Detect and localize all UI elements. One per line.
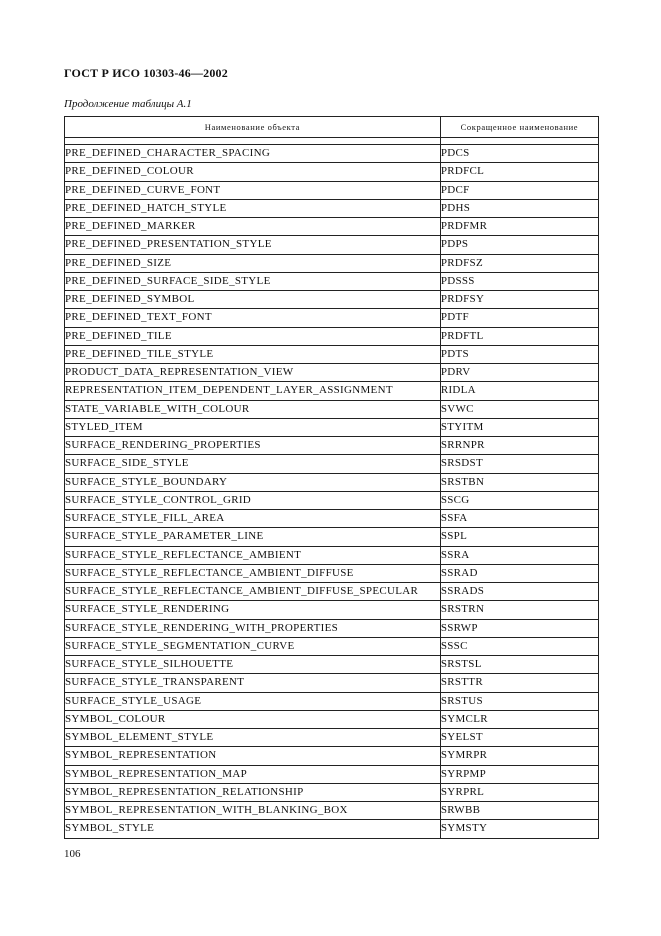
short-name-cell: SYELST (440, 729, 598, 747)
table-row (65, 145, 599, 163)
short-name-cell: PDPS (440, 236, 598, 254)
table-row (65, 327, 599, 345)
table-row (65, 802, 599, 820)
object-name-cell: PRE_DEFINED_HATCH_STYLE (65, 199, 441, 217)
table-row (65, 181, 599, 199)
short-name-cell: SSSC (440, 637, 598, 655)
object-name-cell: SYMBOL_ELEMENT_STYLE (65, 729, 441, 747)
short-name-cell: PDHS (440, 199, 598, 217)
object-name-cell: PRE_DEFINED_TILE_STYLE (65, 345, 441, 363)
table-row (65, 528, 599, 546)
short-name-cell: SRSTBN (440, 473, 598, 491)
object-name-cell: PRODUCT_DATA_REPRESENTATION_VIEW (65, 364, 441, 382)
object-name-cell: PRE_DEFINED_SURFACE_SIDE_STYLE (65, 272, 441, 290)
object-name-cell: SYMBOL_REPRESENTATION (65, 747, 441, 765)
table-row (65, 729, 599, 747)
object-name-cell: SURFACE_STYLE_BOUNDARY (65, 473, 441, 491)
short-name-cell: SSPL (440, 528, 598, 546)
short-name-cell: PRDFSZ (440, 254, 598, 272)
object-name-cell: PRE_DEFINED_TEXT_FONT (65, 309, 441, 327)
short-name-cell: SRWBB (440, 802, 598, 820)
object-name-cell: PRE_DEFINED_SYMBOL (65, 291, 441, 309)
table-row (65, 199, 599, 217)
table-row (65, 364, 599, 382)
object-name-cell: SYMBOL_REPRESENTATION_MAP (65, 765, 441, 783)
object-name-cell: PRE_DEFINED_PRESENTATION_STYLE (65, 236, 441, 254)
table-row (65, 820, 599, 838)
table-row (65, 783, 599, 801)
short-name-cell: SYRPRL (440, 783, 598, 801)
short-name-cell: SRSTUS (440, 692, 598, 710)
table-row (65, 400, 599, 418)
object-name-cell: SURFACE_STYLE_PARAMETER_LINE (65, 528, 441, 546)
table-spacer-row (65, 138, 599, 145)
short-name-cell: SRRNPR (440, 437, 598, 455)
table-row (65, 637, 599, 655)
object-name-cell: STYLED_ITEM (65, 418, 441, 436)
table-row (65, 765, 599, 783)
short-name-cell: SSRADS (440, 583, 598, 601)
table-row (65, 455, 599, 473)
table-row (65, 473, 599, 491)
short-name-cell: PDSSS (440, 272, 598, 290)
object-name-cell: PRE_DEFINED_COLOUR (65, 163, 441, 181)
object-name-cell: PRE_DEFINED_CURVE_FONT (65, 181, 441, 199)
abbreviation-table (64, 116, 599, 839)
table-row (65, 656, 599, 674)
object-name-cell: SYMBOL_REPRESENTATION_RELATIONSHIP (65, 783, 441, 801)
short-name-cell: PDCS (440, 145, 598, 163)
table-row (65, 619, 599, 637)
short-name-cell: SSCG (440, 491, 598, 509)
object-name-cell: SURFACE_STYLE_REFLECTANCE_AMBIENT_DIFFUSE (65, 564, 441, 582)
table-row (65, 491, 599, 509)
table-row (65, 309, 599, 327)
object-name-cell: SURFACE_STYLE_CONTROL_GRID (65, 491, 441, 509)
table-row (65, 710, 599, 728)
table-row (65, 583, 599, 601)
object-name-cell: SYMBOL_STYLE (65, 820, 441, 838)
table-body (65, 138, 599, 839)
table-row (65, 272, 599, 290)
object-name-cell: SURFACE_STYLE_SILHOUETTE (65, 656, 441, 674)
short-name-cell: SRSTSL (440, 656, 598, 674)
table-row (65, 601, 599, 619)
table-row (65, 163, 599, 181)
table-row (65, 437, 599, 455)
short-name-cell: SYMCLR (440, 710, 598, 728)
object-name-cell: REPRESENTATION_ITEM_DEPENDENT_LAYER_ASSIGNMENT (65, 382, 441, 400)
object-name-cell: PRE_DEFINED_CHARACTER_SPACING (65, 145, 441, 163)
column-header-object-name: Наименование объекта (65, 117, 441, 138)
short-name-cell: SSRWP (440, 619, 598, 637)
table-row (65, 218, 599, 236)
table-row (65, 510, 599, 528)
short-name-cell: SSRA (440, 546, 598, 564)
object-name-cell: SYMBOL_REPRESENTATION_WITH_BLANKING_BOX (65, 802, 441, 820)
object-name-cell: SURFACE_STYLE_RENDERING (65, 601, 441, 619)
short-name-cell: PRDFTL (440, 327, 598, 345)
table-caption: Продолжение таблицы А.1 (64, 98, 192, 110)
short-name-cell: PDCF (440, 181, 598, 199)
short-name-cell: STYITM (440, 418, 598, 436)
table-row (65, 291, 599, 309)
object-name-cell: SURFACE_STYLE_FILL_AREA (65, 510, 441, 528)
short-name-cell: SYMRPR (440, 747, 598, 765)
short-name-cell: PRDFCL (440, 163, 598, 181)
page-number: 106 (64, 848, 81, 860)
object-name-cell: SURFACE_STYLE_REFLECTANCE_AMBIENT (65, 546, 441, 564)
short-name-cell: SYMSTY (440, 820, 598, 838)
object-name-cell: SURFACE_STYLE_REFLECTANCE_AMBIENT_DIFFUSE_SPECULAR (65, 583, 441, 601)
short-name-cell: SYRPMP (440, 765, 598, 783)
short-name-cell: SRSDST (440, 455, 598, 473)
short-name-cell: SRSTTR (440, 674, 598, 692)
object-name-cell: SYMBOL_COLOUR (65, 710, 441, 728)
table-header-row (65, 117, 599, 138)
table-row (65, 564, 599, 582)
table-row (65, 254, 599, 272)
table-row (65, 546, 599, 564)
object-name-cell: PRE_DEFINED_TILE (65, 327, 441, 345)
table-row (65, 674, 599, 692)
short-name-cell: PRDFSY (440, 291, 598, 309)
object-name-cell: PRE_DEFINED_SIZE (65, 254, 441, 272)
short-name-cell: SSRAD (440, 564, 598, 582)
short-name-cell: SVWC (440, 400, 598, 418)
object-name-cell: SURFACE_RENDERING_PROPERTIES (65, 437, 441, 455)
table-row (65, 236, 599, 254)
object-name-cell: SURFACE_STYLE_USAGE (65, 692, 441, 710)
short-name-cell: SSFA (440, 510, 598, 528)
object-name-cell: SURFACE_STYLE_RENDERING_WITH_PROPERTIES (65, 619, 441, 637)
column-header-short-name: Сокращенное наименование (440, 117, 598, 138)
document-header: ГОСТ Р ИСО 10303-46—2002 (64, 66, 228, 80)
short-name-cell: SRSTRN (440, 601, 598, 619)
short-name-cell: PDRV (440, 364, 598, 382)
short-name-cell: PDTF (440, 309, 598, 327)
short-name-cell: RIDLA (440, 382, 598, 400)
short-name-cell: PRDFMR (440, 218, 598, 236)
short-name-cell: PDTS (440, 345, 598, 363)
object-name-cell: SURFACE_STYLE_TRANSPARENT (65, 674, 441, 692)
table-row (65, 345, 599, 363)
table-row (65, 747, 599, 765)
object-name-cell: SURFACE_SIDE_STYLE (65, 455, 441, 473)
table-row (65, 382, 599, 400)
table-row (65, 418, 599, 436)
object-name-cell: PRE_DEFINED_MARKER (65, 218, 441, 236)
table-row (65, 692, 599, 710)
object-name-cell: SURFACE_STYLE_SEGMENTATION_CURVE (65, 637, 441, 655)
object-name-cell: STATE_VARIABLE_WITH_COLOUR (65, 400, 441, 418)
